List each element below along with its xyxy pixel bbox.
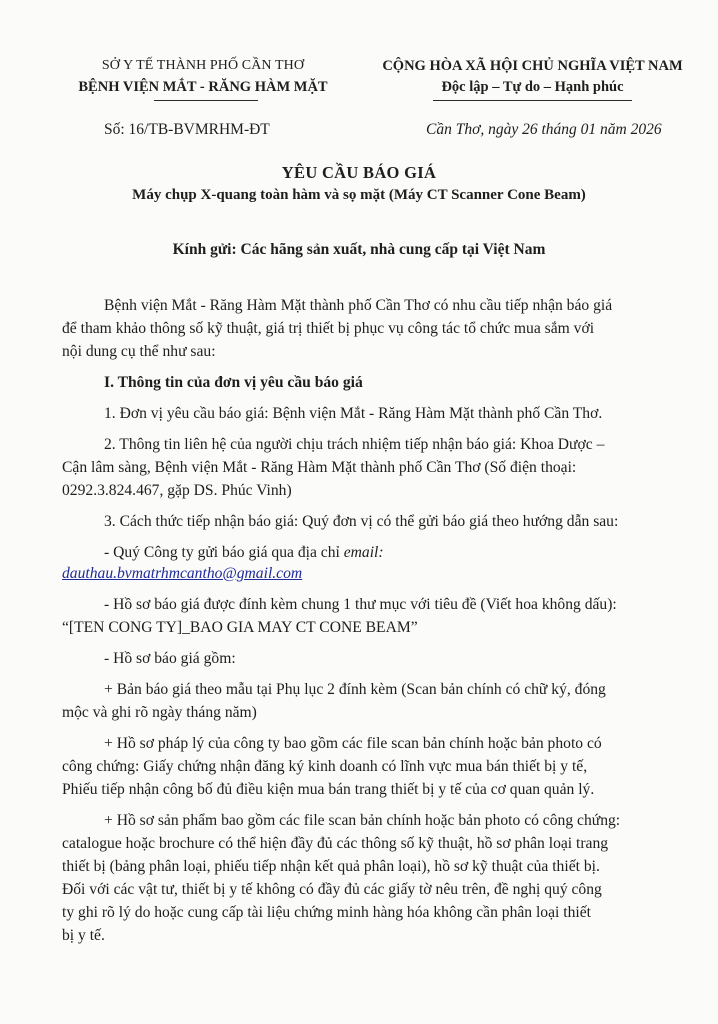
dossier-item-2-line: Phiếu tiếp nhận công bố đủ điều kiện mua bán trang thiết bị y tế của cơ quan quản lý. <box>62 781 595 798</box>
email-address-link[interactable]: dauthau.bvmatrhmcantho@gmail.com <box>62 565 303 582</box>
intro-line: Bệnh viện Mắt - Răng Hàm Mặt thành phố Cần Thơ có nhu cầu tiếp nhận báo giá <box>104 297 613 314</box>
national-motto: Độc lập – Tự do – Hạnh phúc <box>441 79 624 95</box>
item-2-line: 0292.3.824.467, gặp DS. Phúc Vinh) <box>62 482 292 499</box>
recipient-line: Kính gửi: Các hãng sản xuất, nhà cung cấp tại Việt Nam <box>172 241 546 258</box>
document-date: Cần Thơ, ngày 26 tháng 01 năm 2026 <box>426 121 662 138</box>
right-header-underline <box>433 100 632 101</box>
item-1: 1. Đơn vị yêu cầu báo giá: Bệnh viện Mắt - Răng Hàm Mặt thành phố Cần Thơ. <box>104 405 603 422</box>
national-title: CỘNG HÒA XÃ HỘI CHỦ NGHĨA VIỆT NAM <box>382 58 683 74</box>
dossier-item-3-line: + Hồ sơ sản phẩm bao gồm các file scan bản chính hoặc bản photo có công chứng: <box>104 812 621 829</box>
email-instruction-text: - Quý Công ty gửi báo giá qua địa chỉ <box>104 544 344 561</box>
folder-instruction-line: - Hồ sơ báo giá được đính kèm chung 1 thư mục với tiêu đề (Viết hoa không dấu): <box>104 596 617 613</box>
issuing-authority: SỞ Y TẾ THÀNH PHỐ CẦN THƠ <box>101 58 305 73</box>
intro-line: để tham khảo thông số kỹ thuật, giá trị thiết bị phục vụ công tác tổ chức mua sắm với <box>62 320 595 337</box>
dossier-item-1-line: mộc và ghi rõ ngày tháng năm) <box>62 704 257 721</box>
document-number: Số: 16/TB-BVMRHM-ĐT <box>104 121 270 138</box>
dossier-item-3-line: bị y tế. <box>62 927 105 944</box>
dossier-item-2-line: + Hồ sơ pháp lý của công ty bao gồm các file scan bản chính hoặc bản photo có <box>104 735 602 752</box>
dossier-item-2-line: công chứng: Giấy chứng nhận đăng ký kinh doanh có lĩnh vực mua bán thiết bị y tế, <box>62 758 588 775</box>
dossier-item-3-line: Đối với các vật tư, thiết bị y tế không có đầy đủ các giấy tờ nêu trên, đề nghị quý công <box>62 881 602 898</box>
folder-title: “[TEN CONG TY]_BAO GIA MAY CT CONE BEAM” <box>62 619 418 636</box>
dossier-heading: - Hồ sơ báo giá gồm: <box>104 650 236 667</box>
dossier-item-3-line: ty ghi rõ lý do hoặc cung cấp tài liệu chứng minh hàng hóa không cần phân loại thiết <box>62 904 591 921</box>
intro-line: nội dung cụ thể như sau: <box>62 343 216 360</box>
section-heading: I. Thông tin của đơn vị yêu cầu báo giá <box>104 374 363 391</box>
document-title: YÊU CẦU BÁO GIÁ <box>281 163 437 182</box>
item-2-line: 2. Thông tin liên hệ của người chịu trách nhiệm tiếp nhận báo giá: Khoa Dược – <box>104 436 605 453</box>
dossier-item-3-line: thiết bị (bảng phân loại, phiếu tiếp nhận kết quả phân loại), hồ sơ kỹ thuật của thiết bị. <box>62 858 600 875</box>
item-2-line: Cận lâm sàng, Bệnh viện Mắt - Răng Hàm Mặt thành phố Cần Thơ (Số điện thoại: <box>62 459 577 476</box>
document-subtitle: Máy chụp X-quang toàn hàm và sọ mặt (Máy CT Scanner Cone Beam) <box>132 187 586 203</box>
email-instruction <box>104 543 384 563</box>
email-label: email: <box>343 544 384 561</box>
item-3: 3. Cách thức tiếp nhận báo giá: Quý đơn vị có thể gửi báo giá theo hướng dẫn sau: <box>104 513 619 530</box>
dossier-item-3-line: catalogue hoặc brochure có thể hiện đầy đủ các thông số kỹ thuật, hồ sơ phân loại trang <box>62 835 609 852</box>
left-header-underline <box>154 100 258 101</box>
hospital-name: BỆNH VIỆN MẮT - RĂNG HÀM MẶT <box>78 79 328 95</box>
dossier-item-1-line: + Bản báo giá theo mẫu tại Phụ lục 2 đính kèm (Scan bản chính có chữ ký, đóng <box>104 681 606 698</box>
